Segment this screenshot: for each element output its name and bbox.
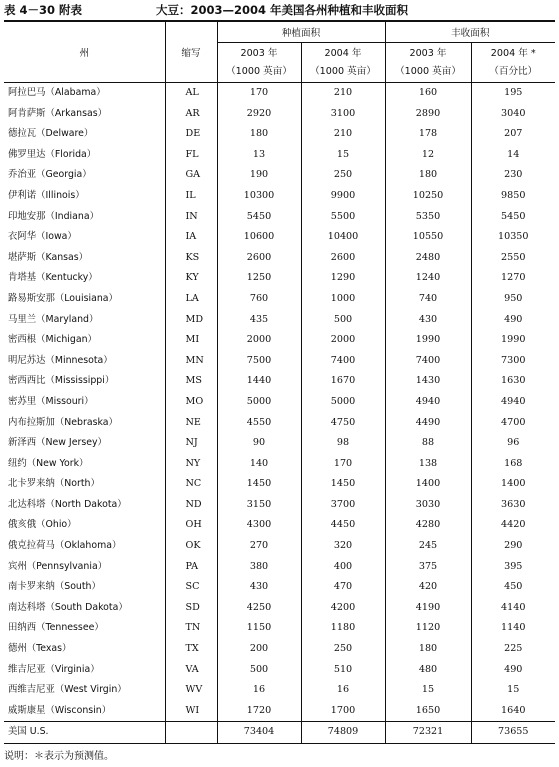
state-cell: 伊利诺（Illinois） [4, 186, 165, 207]
header-unit: （1000 英亩） [395, 65, 461, 77]
abbr-cell: MN [165, 351, 217, 372]
planted-2004-cell: 2600 [301, 248, 385, 269]
state-cell: 堪萨斯（Kansas） [4, 248, 165, 269]
footnote: 说明：＊表示为预测值。 [4, 751, 114, 762]
harvested-2003-cell: 180 [385, 639, 471, 660]
state-cell: 美国 U.S. [4, 722, 165, 744]
planted-2003-cell: 3150 [217, 495, 301, 516]
abbr-cell: IL [165, 186, 217, 207]
planted-2004-cell: 16 [301, 680, 385, 701]
abbr-cell: TX [165, 639, 217, 660]
state-cell: 阿拉巴马（Alabama） [4, 83, 165, 104]
planted-2003-cell: 190 [217, 165, 301, 186]
state-cell: 南达科塔（South Dakota） [4, 598, 165, 619]
abbr-cell: ND [165, 495, 217, 516]
abbr-cell [165, 722, 217, 744]
header-planted-2004 [301, 43, 385, 83]
table-row [4, 371, 555, 392]
header-planted-2003 [217, 43, 301, 83]
planted-2003-cell: 380 [217, 557, 301, 578]
planted-2004-cell: 170 [301, 454, 385, 475]
state-cell: 德州（Texas） [4, 639, 165, 660]
harvested-2003-cell: 2480 [385, 248, 471, 269]
abbr-cell: SD [165, 598, 217, 619]
header-year: 2003 年 [409, 47, 447, 59]
state-cell: 宾州（Pennsylvania） [4, 557, 165, 578]
table-row [4, 145, 555, 166]
planted-2003-cell: 1150 [217, 618, 301, 639]
table-row [4, 413, 555, 434]
abbr-cell: OH [165, 515, 217, 536]
table-body [4, 83, 555, 744]
header-unit: （1000 英亩） [310, 65, 376, 77]
table-row [4, 660, 555, 681]
state-cell: 俄亥俄（Ohio） [4, 515, 165, 536]
planted-2003-cell: 90 [217, 433, 301, 454]
table-row [4, 268, 555, 289]
harvested-2004-cell: 73655 [471, 722, 555, 744]
harvested-2004-cell: 395 [504, 560, 523, 572]
state-cell: 佛罗里达（Florida） [4, 145, 165, 166]
planted-2004-cell: 3700 [301, 495, 385, 516]
table-row [4, 392, 555, 413]
harvested-2003-cell: 740 [385, 289, 471, 310]
header-year: 2004 年 [324, 47, 362, 59]
harvested-2003-cell: 430 [385, 310, 471, 331]
table-row [4, 433, 555, 454]
harvested-2004-cell: 168 [504, 457, 523, 469]
state-cell: 肯塔基（Kentucky） [4, 268, 165, 289]
harvested-2003-cell: 1990 [385, 330, 471, 351]
abbr-cell: FL [165, 145, 217, 166]
harvested-2004-cell: 4140 [501, 601, 526, 613]
harvested-2004-cell: 96 [507, 437, 520, 449]
planted-2004-cell: 1290 [301, 268, 385, 289]
planted-2003-cell: 1720 [217, 701, 301, 722]
abbr-cell: OK [165, 536, 217, 557]
table-row [4, 680, 555, 701]
planted-2004-cell: 500 [301, 310, 385, 331]
harvested-2003-cell: 15 [385, 680, 471, 701]
harvested-2003-cell: 4280 [385, 515, 471, 536]
table-row [4, 227, 555, 248]
harvested-2004-cell: 950 [504, 292, 523, 304]
table-row [4, 639, 555, 660]
table-row [4, 577, 555, 598]
planted-2003-cell: 170 [217, 83, 301, 104]
state-cell: 维吉尼亚（Virginia） [4, 660, 165, 681]
planted-2003-cell: 200 [217, 639, 301, 660]
planted-2003-cell: 500 [217, 660, 301, 681]
harvested-2003-cell: 180 [385, 165, 471, 186]
harvested-2003-cell: 245 [385, 536, 471, 557]
header-year: 2003 年 [240, 47, 278, 59]
state-cell: 印地安那（Indiana） [4, 207, 165, 228]
planted-2004-cell: 7400 [301, 351, 385, 372]
state-cell: 密苏里（Missouri） [4, 392, 165, 413]
planted-2004-cell: 210 [301, 83, 385, 104]
abbr-cell: SC [165, 577, 217, 598]
state-cell: 乔治亚（Georgia） [4, 165, 165, 186]
planted-2003-cell: 16 [217, 680, 301, 701]
abbr-cell: DE [165, 124, 217, 145]
harvested-2004-cell: 1140 [501, 622, 526, 634]
planted-2003-cell: 760 [217, 289, 301, 310]
harvested-2004-cell: 1400 [501, 478, 526, 490]
state-cell: 威斯康星（Wisconsin） [4, 701, 165, 722]
table-row [4, 454, 555, 475]
harvested-2003-cell: 10550 [385, 227, 471, 248]
state-cell: 纽约（New York） [4, 454, 165, 475]
harvested-2003-cell: 375 [385, 557, 471, 578]
harvested-2003-cell: 1400 [385, 474, 471, 495]
harvested-2003-cell: 1120 [385, 618, 471, 639]
abbr-cell: MO [165, 392, 217, 413]
harvested-2003-cell: 480 [385, 660, 471, 681]
planted-2003-cell: 4250 [217, 598, 301, 619]
harvested-2004-cell: 1270 [501, 272, 526, 284]
planted-2004-cell: 10400 [301, 227, 385, 248]
state-cell: 俄克拉荷马（Oklahoma） [4, 536, 165, 557]
planted-2003-cell: 2000 [217, 330, 301, 351]
abbr-cell: MS [165, 371, 217, 392]
table-row [4, 248, 555, 269]
harvested-2004-cell: 4420 [501, 519, 526, 531]
planted-2003-cell: 10600 [217, 227, 301, 248]
planted-2004-cell: 4200 [301, 598, 385, 619]
harvested-2003-cell: 10250 [385, 186, 471, 207]
header-planted-group: 种植面积 [217, 21, 385, 43]
planted-2004-cell: 5000 [301, 392, 385, 413]
planted-2004-cell: 74809 [301, 722, 385, 744]
harvested-2004-cell: 195 [504, 87, 523, 98]
planted-2003-cell: 13 [217, 145, 301, 166]
planted-2003-cell: 7500 [217, 351, 301, 372]
harvested-2004-cell: 1990 [501, 334, 526, 346]
planted-2004-cell: 15 [301, 145, 385, 166]
header-abbr: 缩写 [165, 21, 217, 83]
state-cell: 田纳西（Tennessee） [4, 618, 165, 639]
harvested-2003-cell: 138 [385, 454, 471, 475]
harvested-2003-cell: 160 [385, 83, 471, 104]
planted-2004-cell: 9900 [301, 186, 385, 207]
state-cell: 马里兰（Maryland） [4, 310, 165, 331]
harvested-2004-cell: 3630 [501, 498, 526, 510]
planted-2003-cell: 180 [217, 124, 301, 145]
table-row [4, 598, 555, 619]
planted-2003-cell: 73404 [217, 722, 301, 744]
harvested-2003-cell: 88 [385, 433, 471, 454]
planted-2003-cell: 270 [217, 536, 301, 557]
harvested-2003-cell: 178 [385, 124, 471, 145]
abbr-cell: WI [165, 701, 217, 722]
table-row [4, 207, 555, 228]
harvested-2004-cell: 9850 [501, 189, 526, 201]
state-cell: 北卡罗来纳（North） [4, 474, 165, 495]
harvested-2003-cell: 5350 [385, 207, 471, 228]
abbr-cell: MD [165, 310, 217, 331]
harvested-2004-cell: 1630 [501, 375, 526, 387]
harvested-2004-cell: 230 [504, 169, 523, 181]
harvested-2003-cell: 1650 [385, 701, 471, 722]
abbr-cell: NY [165, 454, 217, 475]
planted-2003-cell: 2920 [217, 104, 301, 125]
abbr-cell: KS [165, 248, 217, 269]
harvested-2004-cell: 490 [504, 313, 523, 325]
state-cell: 衣阿华（Iowa） [4, 227, 165, 248]
table-row [4, 351, 555, 372]
header-harvested-group: 丰收面积 [385, 21, 555, 43]
abbr-cell: AR [165, 104, 217, 125]
harvested-2004-cell: 490 [504, 663, 523, 675]
planted-2003-cell: 4550 [217, 413, 301, 434]
planted-2003-cell: 140 [217, 454, 301, 475]
harvested-2004-cell: 5450 [501, 210, 526, 222]
header-unit: （百分比） [489, 65, 538, 77]
harvested-2003-cell: 1240 [385, 268, 471, 289]
harvested-2004-cell: 207 [504, 128, 523, 140]
harvested-2004-cell: 450 [504, 581, 523, 593]
table-title [4, 2, 555, 20]
planted-2003-cell: 1250 [217, 268, 301, 289]
state-cell: 北达科塔（North Dakota） [4, 495, 165, 516]
harvested-2004-cell: 4940 [501, 395, 526, 407]
planted-2004-cell: 2000 [301, 330, 385, 351]
table-row [4, 701, 555, 722]
table-row [4, 495, 555, 516]
abbr-cell: LA [165, 289, 217, 310]
planted-2004-cell: 4750 [301, 413, 385, 434]
harvested-2003-cell: 4190 [385, 598, 471, 619]
planted-2003-cell: 2600 [217, 248, 301, 269]
harvested-2004-cell: 7300 [501, 354, 526, 366]
table-number: 表 4－30 附表 [4, 3, 83, 17]
harvested-2003-cell: 7400 [385, 351, 471, 372]
planted-2004-cell: 250 [301, 639, 385, 660]
harvested-2004-cell: 15 [507, 684, 520, 696]
header-state: 州 [4, 21, 165, 83]
harvested-2003-cell: 3030 [385, 495, 471, 516]
total-row [4, 722, 555, 744]
planted-2004-cell: 470 [301, 577, 385, 598]
state-cell: 西维吉尼亚（West Virgin） [4, 680, 165, 701]
harvested-2003-cell: 420 [385, 577, 471, 598]
table-row [4, 104, 555, 125]
harvested-2004-cell: 10350 [497, 231, 529, 243]
state-cell: 密西西比（Mississippi） [4, 371, 165, 392]
planted-2003-cell: 1450 [217, 474, 301, 495]
abbr-cell: NJ [165, 433, 217, 454]
planted-2003-cell: 10300 [217, 186, 301, 207]
planted-2004-cell: 510 [301, 660, 385, 681]
planted-2004-cell: 400 [301, 557, 385, 578]
planted-2004-cell: 1700 [301, 701, 385, 722]
harvested-2003-cell: 12 [385, 145, 471, 166]
planted-2003-cell: 1440 [217, 371, 301, 392]
table-row [4, 124, 555, 145]
harvested-2003-cell: 1430 [385, 371, 471, 392]
harvested-2004-cell: 4700 [501, 416, 526, 428]
abbr-cell: GA [165, 165, 217, 186]
table-row [4, 310, 555, 331]
table-row [4, 515, 555, 536]
planted-2004-cell: 320 [301, 536, 385, 557]
planted-2004-cell: 250 [301, 165, 385, 186]
abbr-cell: NC [165, 474, 217, 495]
state-cell: 德拉瓦（Delware） [4, 124, 165, 145]
planted-2004-cell: 1000 [301, 289, 385, 310]
abbr-cell: AL [165, 83, 217, 104]
abbr-cell: WV [165, 680, 217, 701]
header-unit: （1000 英亩） [226, 65, 292, 77]
planted-2003-cell: 5000 [217, 392, 301, 413]
harvested-2003-cell: 4490 [385, 413, 471, 434]
abbr-cell: PA [165, 557, 217, 578]
state-cell: 路易斯安那（Louisiana） [4, 289, 165, 310]
soybean-acreage-table [4, 20, 555, 744]
table-row [4, 289, 555, 310]
abbr-cell: NE [165, 413, 217, 434]
harvested-2003-cell: 2890 [385, 104, 471, 125]
header-year: 2004 年 * [490, 47, 536, 59]
planted-2004-cell: 1670 [301, 371, 385, 392]
state-cell: 明尼苏达（Minnesota） [4, 351, 165, 372]
planted-2003-cell: 5450 [217, 207, 301, 228]
planted-2003-cell: 4300 [217, 515, 301, 536]
harvested-2003-cell: 72321 [385, 722, 471, 744]
table-row [4, 83, 555, 104]
harvested-2004-cell: 3040 [501, 107, 526, 119]
header-harvested-2003 [385, 43, 471, 83]
table-caption: 大豆：2003—2004 年美国各州种植和丰收面积 [156, 3, 409, 17]
table-row [4, 474, 555, 495]
table-row [4, 165, 555, 186]
state-cell: 内布拉斯加（Nebraska） [4, 413, 165, 434]
header-harvested-2004 [471, 43, 555, 83]
planted-2004-cell: 210 [301, 124, 385, 145]
table-row [4, 557, 555, 578]
abbr-cell: MI [165, 330, 217, 351]
harvested-2004-cell: 1640 [501, 704, 526, 716]
abbr-cell: KY [165, 268, 217, 289]
planted-2004-cell: 1180 [301, 618, 385, 639]
planted-2004-cell: 4450 [301, 515, 385, 536]
abbr-cell: VA [165, 660, 217, 681]
harvested-2003-cell: 4940 [385, 392, 471, 413]
planted-2003-cell: 435 [217, 310, 301, 331]
harvested-2004-cell: 225 [504, 643, 523, 655]
abbr-cell: IN [165, 207, 217, 228]
planted-2003-cell: 430 [217, 577, 301, 598]
planted-2004-cell: 5500 [301, 207, 385, 228]
planted-2004-cell: 3100 [301, 104, 385, 125]
state-cell: 南卡罗来纳（South） [4, 577, 165, 598]
abbr-cell: TN [165, 618, 217, 639]
harvested-2004-cell: 14 [507, 148, 520, 160]
harvested-2004-cell: 290 [504, 540, 523, 552]
state-cell: 阿肯萨斯（Arkansas） [4, 104, 165, 125]
table-row [4, 618, 555, 639]
planted-2004-cell: 1450 [301, 474, 385, 495]
abbr-cell: IA [165, 227, 217, 248]
table-row [4, 536, 555, 557]
state-cell: 密西根（Michigan） [4, 330, 165, 351]
table-row [4, 186, 555, 207]
harvested-2004-cell: 2550 [501, 251, 526, 263]
state-cell: 新泽西（New Jersey） [4, 433, 165, 454]
table-row [4, 330, 555, 351]
planted-2004-cell: 98 [301, 433, 385, 454]
